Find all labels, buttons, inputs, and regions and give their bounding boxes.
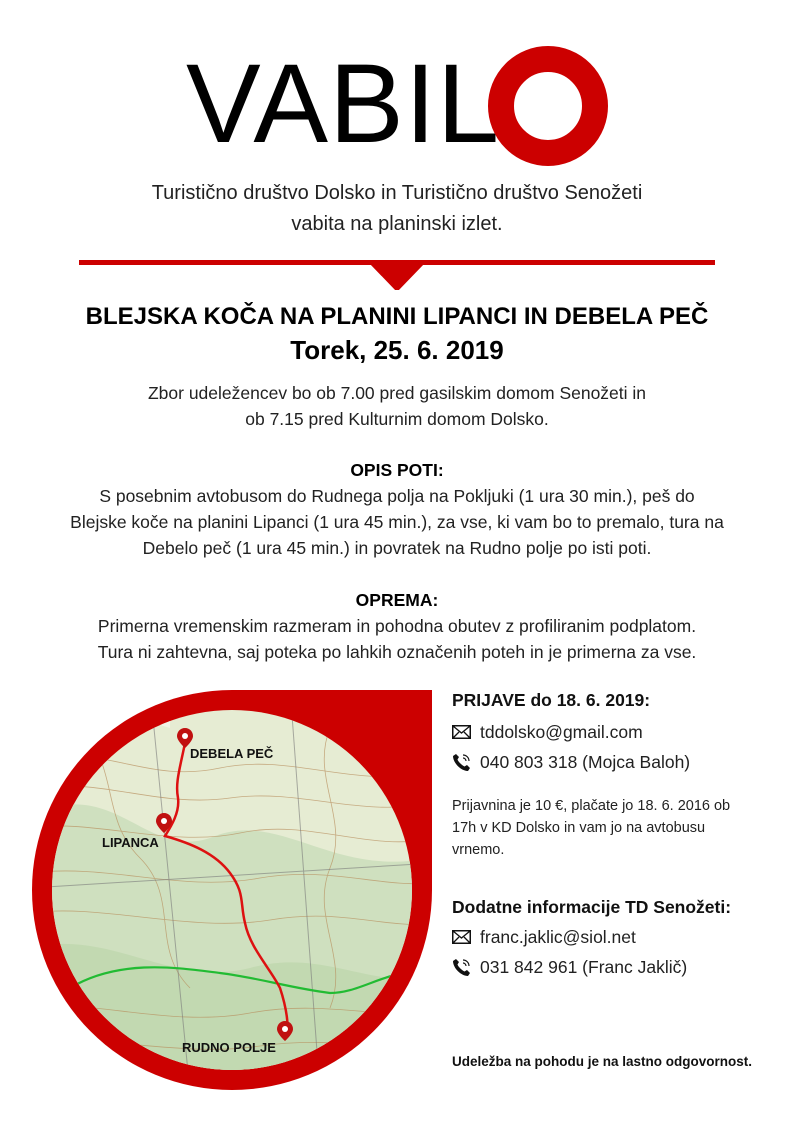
event-name: BLEJSKA KOČA NA PLANINI LIPANCI IN DEBELA PEČ [85,303,709,330]
envelope-icon [452,725,471,739]
meeting-info [0,380,794,432]
disclaimer: Udeležba na pohodu je na lastno odgovornost. [452,1054,753,1069]
fee-line: vrnemo. [452,842,505,858]
equipment-heading: OPREMA: [355,590,439,610]
route-map [30,688,434,1092]
equipment-line: Primerna vremenskim razmeram in pohodna obutev z profiliranim podplatom. [97,616,697,636]
info-heading: Dodatne informacije TD Senožeti: [452,897,732,917]
map-label-lipanca: LIPANCA [102,835,159,850]
route-line: Debelo peč (1 ura 45 min.) in povratek na Rudno polje po isti poti. [142,538,652,558]
info-email[interactable]: franc.jaklic@siol.net [480,926,636,947]
fee-line: 17h v KD Dolsko in vam jo na avtobusu [452,820,706,836]
registration-phone[interactable]: 040 803 318 (Mojca Baloh) [480,751,691,772]
info-phone[interactable]: 031 842 961 (Franc Jaklič) [480,956,688,977]
map-label-debela-pec: DEBELA PEČ [190,746,274,761]
organizers-line: Turistično društvo Dolsko in Turistično društvo Senožeti [151,182,643,204]
meeting-line: Zbor udeležencev bo ob 7.00 pred gasilskim domom Senožeti in [147,383,647,403]
map-label-rudno-polje: RUDNO POLJE [182,1040,276,1055]
registration-email[interactable]: tddolsko@gmail.com [480,721,643,742]
organizers-line: vabita na planinski izlet. [291,213,503,235]
meeting-line: ob 7.15 pred Kulturnim domom Dolsko. [245,409,549,429]
title-ring-letter [488,46,608,166]
event-date: Torek, 25. 6. 2019 [290,335,504,365]
route-heading: OPIS POTI: [350,460,444,480]
fee-line: Prijavnina je 10 €, plačate jo 18. 6. 2016 ob [452,798,731,814]
phone-icon [452,753,471,772]
route-line: Blejske koče na planini Lipanci (1 ura 45 min.), za vse, ki vam bo to premalo, tura na [70,512,724,532]
envelope-icon [452,930,471,944]
equipment-description [0,613,794,665]
equipment-line: Tura ni zahtevna, saj poteka po lahkih označenih poteh in je primerna za vse. [97,642,697,662]
phone-icon [452,958,471,977]
divider [79,258,715,290]
registration-email-row [452,721,782,743]
registration-fee [452,795,782,861]
registration-heading: PRIJAVE do 18. 6. 2019: [452,690,651,710]
page-title: VABIL [186,41,501,166]
registration-phone-row [452,751,782,773]
route-line: S posebnim avtobusom do Rudnega polja na Pokljuki (1 ura 30 min.), peš do [99,486,695,506]
info-phone-row [452,956,782,978]
registration-panel [452,690,782,978]
info-email-row [452,926,782,948]
route-description [0,483,794,561]
organizers [0,178,794,240]
